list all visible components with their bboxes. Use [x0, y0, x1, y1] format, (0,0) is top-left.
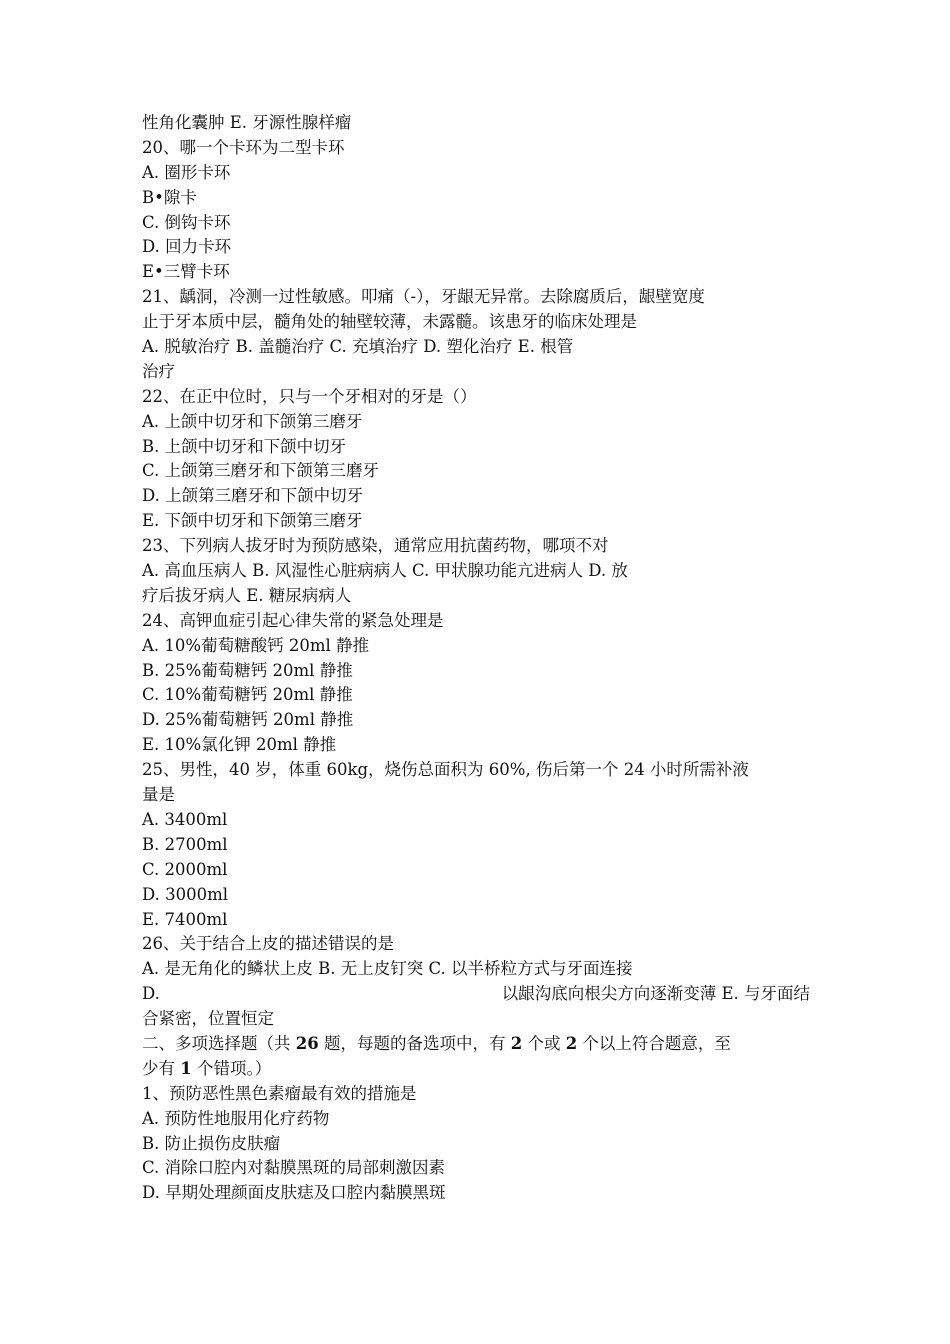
- text-line: C. 倒钩卡环: [142, 212, 231, 232]
- option-d-label: D.: [142, 984, 160, 1004]
- text-line: E. 10%氯化钾 20ml 静推: [142, 735, 337, 755]
- text-line: 20、哪一个卡环为二型卡环: [142, 137, 345, 157]
- wrong-option-count: 1: [180, 1058, 192, 1078]
- text-line: A. 预防性地服用化疗药物: [142, 1108, 330, 1128]
- section-two-heading-line-1: [142, 1032, 810, 1057]
- section-two-text: 题，每题的备选项中，有: [318, 1033, 511, 1053]
- text-line: 1、预防恶性黑色素瘤最有效的措施是: [142, 1083, 417, 1103]
- min-correct-count: 2: [565, 1033, 578, 1053]
- text-line: A. 上颌中切牙和下颌第三磨牙: [142, 411, 363, 431]
- text-line: A. 是无角化的鳞状上皮 B. 无上皮钉突 C. 以半桥粒方式与牙面连接: [142, 959, 633, 979]
- text-line: C. 10%葡萄糖钙 20ml 静推: [142, 685, 353, 705]
- split-option-line: [142, 982, 810, 1007]
- section-two-text: 个以上符合题意，至: [577, 1033, 731, 1053]
- text-line: 性角化囊肿 E. 牙源性腺样瘤: [142, 113, 352, 132]
- text-line: 23、下列病人拔牙时为预防感染，通常应用抗菌药物，哪项不对: [142, 536, 609, 556]
- text-line: 量是: [142, 785, 175, 805]
- text-line: D. 上颌第三磨牙和下颌中切牙: [142, 486, 364, 506]
- question-lines: [142, 111, 810, 982]
- text-line: 25、男性，40 岁，体重 60kg，烧伤总面积为 60%, 伤后第一个 24 小时所需补液: [142, 760, 749, 780]
- text-line: E•三臂卡环: [142, 262, 230, 282]
- text-line: A. 圈形卡环: [142, 162, 231, 182]
- text-line: A. 3400ml: [142, 809, 228, 829]
- text-line: 21、龋洞，冷测一过性敏感。叩痛（-），牙龈无异常。去除腐质后，龈壁宽度: [142, 287, 705, 307]
- text-line: A. 10%葡萄糖酸钙 20ml 静推: [142, 635, 369, 655]
- total-question-count: 26: [295, 1033, 319, 1053]
- text-line: A. 高血压病人 B. 风湿性心脏病病人 C. 甲状腺功能亢进病人 D. 放: [142, 561, 628, 581]
- text-line: C. 2000ml: [142, 859, 228, 879]
- text-line: B. 上颌中切牙和下颌中切牙: [142, 436, 347, 456]
- text-line: 治疗: [142, 361, 175, 381]
- section-two-heading-line-2: [142, 1057, 810, 1082]
- text-line: E. 下颌中切牙和下颌第三磨牙: [142, 511, 363, 531]
- text-line: B. 25%葡萄糖钙 20ml 静推: [142, 660, 353, 680]
- min-correct-count: 2: [510, 1033, 523, 1053]
- text-line: B•隙卡: [142, 187, 197, 207]
- text-line: 22、在正中位时，只与一个牙相对的牙是（）: [142, 386, 477, 406]
- section-two-text: 少有: [142, 1058, 181, 1078]
- text-line: 26、关于结合上皮的描述错误的是: [142, 934, 394, 954]
- section-two-text: 个错项。）: [191, 1058, 272, 1078]
- text-line: B. 防止损伤皮肤瘤: [142, 1133, 281, 1153]
- text-line: 止于牙本质中层，髓角处的轴壁较薄，未露髓。该患牙的临床处理是: [142, 312, 637, 332]
- text-line: D. 早期处理颜面皮肤痣及口腔内黏膜黑斑: [142, 1183, 446, 1203]
- option-d-text: 以龈沟底向根尖方向逐渐变薄 E. 与牙面结: [501, 984, 810, 1004]
- text-line: 合紧密，位置恒定: [142, 1009, 274, 1029]
- text-line: D. 回力卡环: [142, 237, 232, 257]
- multi-choice-lines: [142, 1082, 810, 1206]
- text-line: B. 2700ml: [142, 834, 228, 854]
- text-line: E. 7400ml: [142, 909, 228, 929]
- section-two-text: 个或: [522, 1033, 566, 1053]
- text-line: D. 3000ml: [142, 884, 229, 904]
- text-line: A. 脱敏治疗 B. 盖髓治疗 C. 充填治疗 D. 塑化治疗 E. 根管: [142, 337, 574, 357]
- text-line: C. 上颌第三磨牙和下颌第三磨牙: [142, 461, 380, 481]
- text-line: C. 消除口腔内对黏膜黑斑的局部刺激因素: [142, 1158, 446, 1178]
- document-body: [142, 111, 810, 1206]
- section-two-text: 二、多项选择题（共: [142, 1033, 296, 1053]
- question-continuation-lines: [142, 1007, 810, 1032]
- text-line: 24、高钾血症引起心律失常的紧急处理是: [142, 610, 444, 630]
- text-line: D. 25%葡萄糖钙 20ml 静推: [142, 710, 354, 730]
- text-line: 疗后拔牙病人 E. 糖尿病病人: [142, 585, 352, 605]
